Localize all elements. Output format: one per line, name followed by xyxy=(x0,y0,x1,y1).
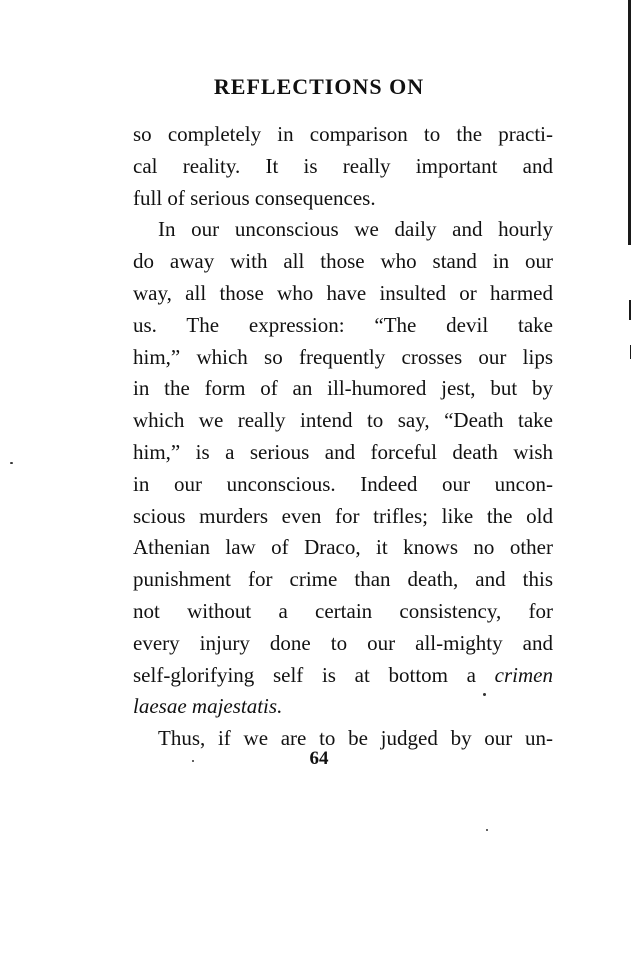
ink-speck xyxy=(192,760,194,762)
text-line-9: in the form of an ill-humored jest, but by xyxy=(133,376,553,401)
text-line-2: cal reality. It is really important and xyxy=(133,153,553,178)
ink-speck xyxy=(483,693,486,696)
text-line-5: do away with all those who stand in our xyxy=(133,249,553,274)
text-line-13: scious murders even for trifles; like the old xyxy=(133,503,553,528)
text-line-14: Athenian law of Draco, it knows no other xyxy=(133,535,553,560)
text-line-3: full of serious consequences. xyxy=(133,185,376,210)
text-line-17: every injury done to our all-mighty and xyxy=(133,630,553,655)
gutter-edge-mark xyxy=(629,300,631,320)
text-line-4: In our unconscious we daily and hourly xyxy=(158,217,553,242)
text-line-19: laesae majestatis. xyxy=(133,694,283,719)
text-line-20: Thus, if we are to be judged by our un- xyxy=(158,726,553,751)
page-number: 64 xyxy=(309,748,329,769)
gutter-edge-mark-small xyxy=(630,345,631,359)
text-line-1: so completely in comparison to the practi- xyxy=(133,122,553,146)
text-line-6: way, all those who have insulted or harmed xyxy=(133,280,553,305)
text-line-18 xyxy=(133,660,553,692)
gutter-edge-line xyxy=(628,0,631,245)
text-line-18-italic: crimen xyxy=(494,662,553,687)
ink-speck xyxy=(486,829,488,831)
text-line-16: not without a certain consistency, for xyxy=(133,598,553,623)
text-line-7: us. The expression: “The devil take xyxy=(133,312,553,337)
body-text xyxy=(133,119,553,755)
ink-speck xyxy=(10,462,13,464)
text-line-8: him,” which so frequently crosses our lips xyxy=(133,344,553,369)
text-line-18-roman: self-glorifying self is at bottom a xyxy=(133,662,476,687)
running-head: REFLECTIONS ON xyxy=(213,74,425,99)
text-line-12: in our unconscious. Indeed our uncon- xyxy=(133,471,553,496)
text-line-11: him,” is a serious and forceful death wish xyxy=(133,439,553,464)
text-line-15: punishment for crime than death, and this xyxy=(133,567,553,592)
text-line-10: which we really intend to say, “Death take xyxy=(133,408,553,433)
